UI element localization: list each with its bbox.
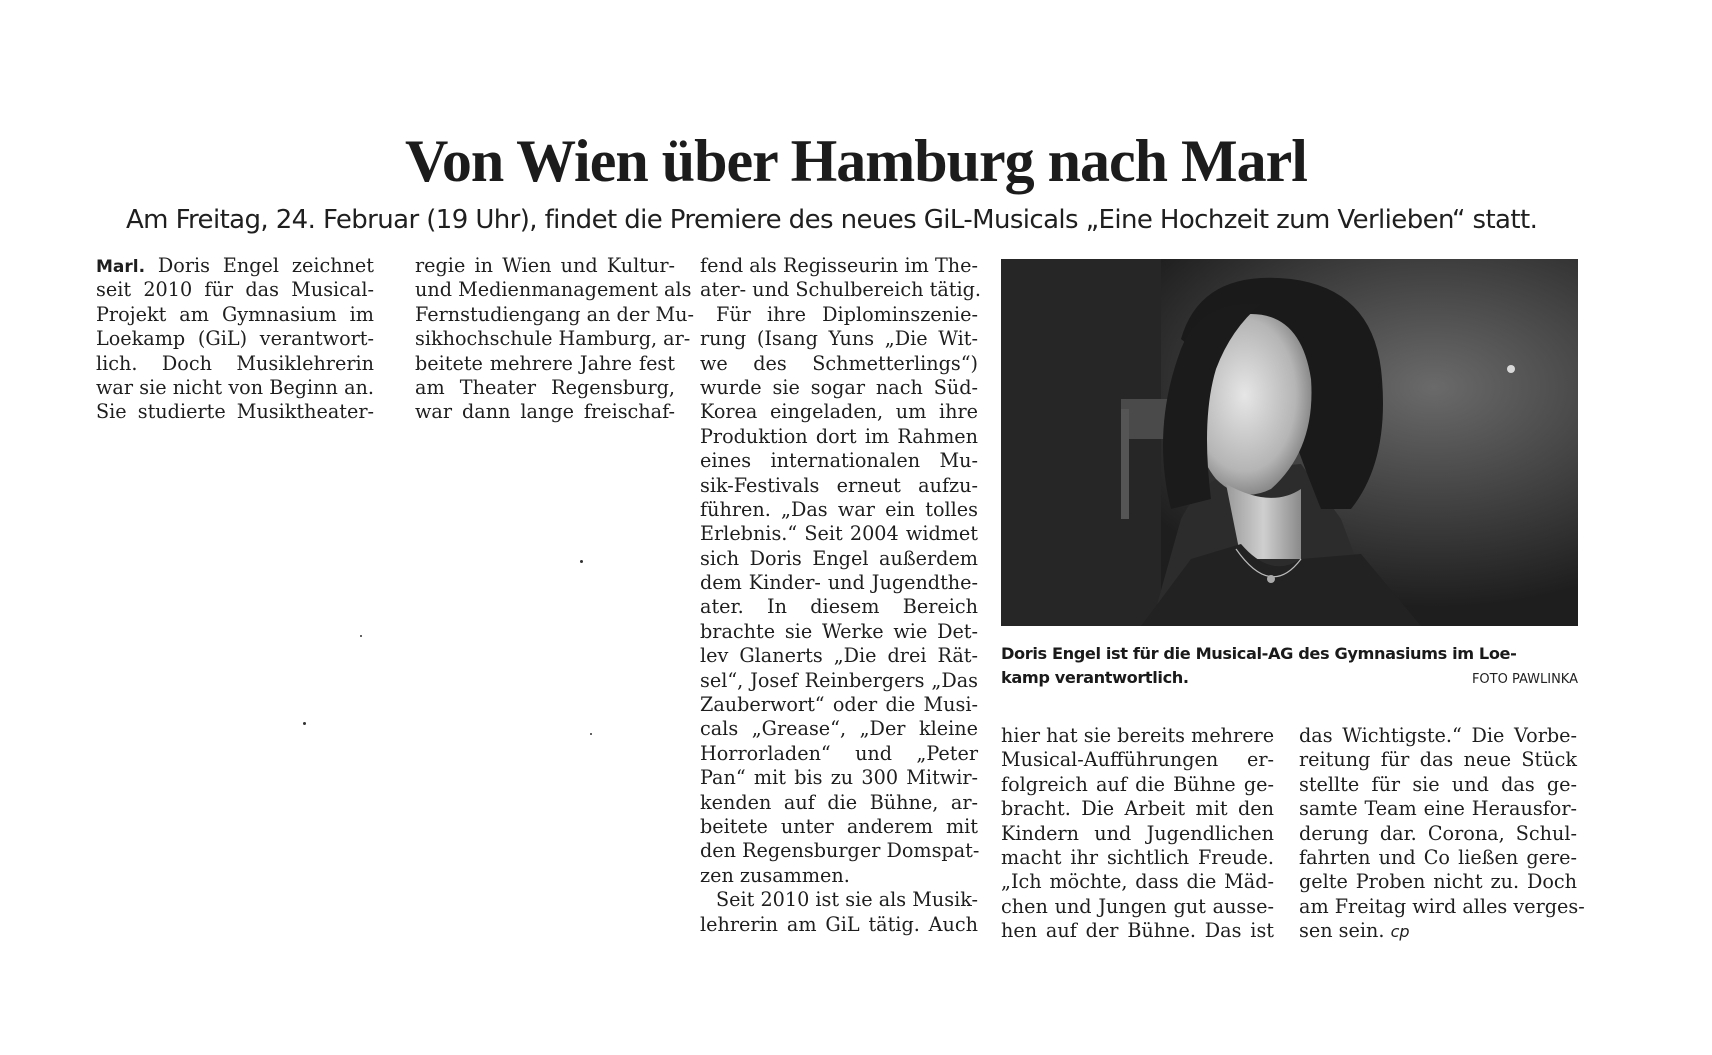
article-line: am Theater Regensburg, — [415, 375, 675, 399]
article-line: Loekamp (GiL) verantwort- — [96, 327, 374, 351]
article-line: Für ihre Diplominszenie- — [716, 302, 978, 326]
article-line — [1299, 919, 1577, 943]
article-line: war sie nicht von Beginn an. — [96, 375, 374, 399]
article-line: am Freitag wird alles verges- — [1299, 894, 1585, 918]
article-line: lehrerin am GiL tätig. Auch — [700, 912, 978, 936]
article-line: war dann lange freischaf- — [415, 400, 675, 424]
article-line: wurde sie sogar nach Süd- — [700, 375, 978, 399]
article-line: Korea eingeladen, um ihre — [700, 400, 978, 424]
article-line: reitung für das neue Stück — [1299, 748, 1577, 772]
author-signature: cp — [1390, 922, 1410, 942]
article-line: Horrorladen“ und „Peter — [700, 741, 978, 765]
article-line: stellte für sie und das ge- — [1299, 772, 1577, 796]
article-line: und Medienmanagement als — [415, 278, 692, 302]
article-line: ater- und Schulbereich tätig. — [700, 278, 981, 302]
article-column-5 — [1299, 724, 1585, 944]
article-line: den Regensburger Domspat- — [700, 839, 980, 863]
article-line: Erlebnis.“ Seit 2004 widmet — [700, 522, 978, 546]
article-line: Seit 2010 ist sie als Musik- — [716, 888, 978, 912]
dateline: Marl. — [96, 257, 146, 277]
article-line: folgreich auf die Bühne ge- — [1001, 772, 1274, 796]
article-line: Zauberwort“ oder die Musi- — [700, 693, 978, 717]
article-column-3 — [700, 254, 981, 937]
article-line: Kindern und Jugendlichen — [1001, 821, 1274, 845]
article-line: kenden auf die Bühne, ar- — [700, 790, 978, 814]
article-line: fend als Regisseurin im The- — [700, 254, 978, 277]
article-line: sik-Festivals erneut aufzu- — [700, 473, 978, 497]
article-column-2 — [415, 254, 694, 425]
photo-credit: FOTO PAWLINKA — [1471, 672, 1578, 687]
article-line: sikhochschule Hamburg, ar- — [415, 327, 691, 351]
article-line: dem Kinder- und Jugendthe- — [700, 571, 978, 595]
article-line: regie in Wien und Kultur- — [415, 254, 675, 277]
article-line: zen zusammen. — [700, 863, 850, 887]
portrait-photo — [1001, 259, 1578, 626]
article-line: „Ich möchte, dass die Mäd- — [1001, 870, 1274, 894]
article-line — [96, 254, 374, 278]
article-line-text: sen sein. — [1299, 919, 1385, 943]
article-line: Pan“ mit bis zu 300 Mitwir- — [700, 766, 978, 790]
article-line: bracht. Die Arbeit mit den — [1001, 797, 1274, 821]
article-line: macht ihr sichtlich Freude. — [1001, 845, 1274, 869]
article-line: gelte Proben nicht zu. Doch — [1299, 870, 1577, 894]
article-line: rung (Isang Yuns „Die Wit- — [700, 327, 978, 351]
article-line: we des Schmetterlings“) — [700, 351, 978, 375]
caption-line: kamp verantwortlich. — [1001, 668, 1189, 687]
scan-speck — [590, 733, 592, 735]
article-column-4 — [1001, 724, 1274, 944]
article-line: hier hat sie bereits mehrere — [1001, 724, 1275, 747]
scan-speck — [303, 722, 306, 725]
article-line: fahrten und Co ließen gere- — [1299, 845, 1577, 869]
article-line: eines internationalen Mu- — [700, 449, 978, 473]
article-line: samte Team eine Herausfor- — [1299, 797, 1577, 821]
article-line: das Wichtigste.“ Die Vorbe- — [1299, 724, 1577, 747]
portrait-photo-image — [1001, 259, 1578, 626]
article-line: lich. Doch Musiklehrerin — [96, 351, 374, 375]
article-line: hen auf der Bühne. Das ist — [1001, 919, 1274, 943]
article-line: beitete mehrere Jahre fest — [415, 351, 675, 375]
caption-line: Doris Engel ist für die Musical-AG des Gymnasiums im Loe- — [1001, 644, 1517, 663]
article-line: beitete unter anderem mit — [700, 814, 978, 838]
article-column-1 — [96, 254, 374, 425]
subheadline: Am Freitag, 24. Februar (19 Uhr), findet die Premiere des neues GiL-Musicals „Eine Hochzeit zum Verlieben“ statt. — [126, 205, 1538, 235]
article-line: brachte sie Werke wie Det- — [700, 619, 978, 643]
article-line: Fernstudiengang an der Mu- — [415, 302, 694, 326]
article-line: sich Doris Engel außerdem — [700, 546, 978, 570]
article-line: chen und Jungen gut ausse- — [1001, 894, 1274, 918]
scan-speck — [580, 560, 583, 563]
article-line: cals „Grease“, „Der kleine — [700, 717, 978, 741]
article-line: lev Glanerts „Die drei Rät- — [700, 644, 978, 668]
article-line: Projekt am Gymnasium im — [96, 302, 374, 326]
scan-speck — [360, 635, 362, 637]
article-line: Sie studierte Musiktheater- — [96, 400, 374, 424]
article-line-text: Doris Engel zeichnet — [157, 254, 374, 277]
headline: Von Wien über Hamburg nach Marl — [405, 128, 1307, 194]
article-line: Musical-Aufführungen er- — [1001, 748, 1274, 772]
article-line: derung dar. Corona, Schul- — [1299, 821, 1577, 845]
article-line: führen. „Das war ein tolles — [700, 497, 978, 521]
article-line: ater. In diesem Bereich — [700, 595, 978, 619]
article-line: seit 2010 für das Musical- — [96, 278, 374, 302]
article-line: sel“, Josef Reinbergers „Das — [700, 668, 978, 692]
article-line: Produktion dort im Rahmen — [700, 424, 978, 448]
